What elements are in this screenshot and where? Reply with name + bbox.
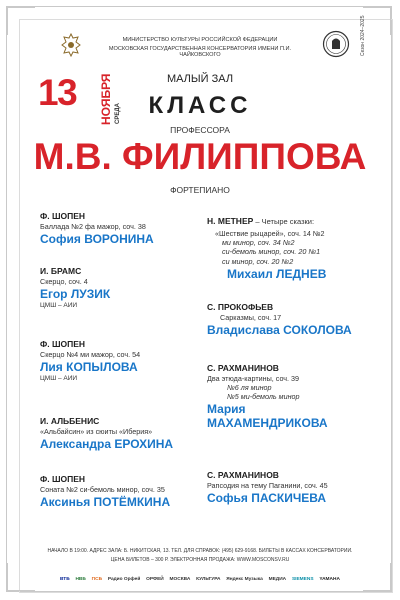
frame-corner xyxy=(363,563,391,591)
date-month: НОЯБРЯ xyxy=(99,73,113,125)
radio-orfei-logo: Радио Орфей xyxy=(107,576,141,582)
frame-corner xyxy=(7,563,35,591)
kultura-logo: КУЛЬТУРА xyxy=(196,576,221,582)
performer-name: Лия КОПЫЛОВА xyxy=(40,359,138,374)
work-title: Соната №2 си-бемоль минор, соч. 35 xyxy=(40,484,165,494)
hall-name: МАЛЫЙ ЗАЛ xyxy=(166,73,234,85)
ministry-name: МИНИСТЕРСТВО КУЛЬТУРЫ РОССИЙСКОЙ ФЕДЕРАЦИИ xyxy=(122,37,278,43)
program-item xyxy=(207,471,328,504)
composer-name: Ф. ШОПЕН xyxy=(40,339,86,349)
program-item xyxy=(40,475,170,508)
orfei-logo: ОРФЕЙ xyxy=(146,576,164,582)
composer-name: Ф. ШОПЕН xyxy=(40,211,86,221)
season-label: Сезон 2024–2025 xyxy=(360,15,366,56)
conservatory-seal-icon xyxy=(322,30,350,58)
composer-name: Ф. ШОПЕН xyxy=(40,474,86,484)
performer-first-name: Мария xyxy=(207,402,246,417)
moskva-logo: МОСКВА xyxy=(169,576,191,582)
performer-name: Софья ПАСКИЧЕВА xyxy=(207,490,326,505)
work-title: Баллада №2 фа мажор, соч. 38 xyxy=(40,221,146,231)
vtb-logo: ВТБ xyxy=(60,576,70,582)
performer-name: Аксинья ПОТЁМКИНА xyxy=(40,494,171,509)
performer-last-name: МАХАМЕНДРИКОВА xyxy=(207,415,328,430)
performer-affiliation: ЦМШ – АИИ xyxy=(40,302,78,310)
yamaha-logo: YAMAHA xyxy=(319,576,340,582)
composer-name: С. РАХМАНИНОВ xyxy=(207,470,279,480)
psb-logo: ПСБ xyxy=(91,576,103,582)
yandex-music-logo: Яндекс Музыка xyxy=(226,576,263,582)
event-subtitle: ПРОФЕССОРА xyxy=(170,125,230,135)
siemens-logo: SIEMENS xyxy=(291,576,314,582)
program-item xyxy=(40,212,154,245)
work-title: Скерцо №4 ми мажор, соч. 54 xyxy=(40,349,141,359)
work-subtitle: си-бемоль минор, соч. 20 №1 xyxy=(222,247,321,257)
date-weekday: СРЕДА xyxy=(115,103,121,124)
conservatory-name: МОСКОВСКАЯ ГОСУДАРСТВЕННАЯ КОНСЕРВАТОРИЯ ИМЕНИ П.И. ЧАЙКОВСКОГО xyxy=(108,46,292,58)
performer-name: София ВОРОНИНА xyxy=(40,231,154,246)
media-logo: МЕДИА xyxy=(268,576,287,582)
work-title: «Альбайсин» из сюиты «Иберия» xyxy=(40,426,153,436)
event-title: КЛАСС xyxy=(148,92,252,119)
program-item xyxy=(40,340,140,383)
instrument-label: ФОРТЕПИАНО xyxy=(170,185,230,195)
performer-name: Владислава СОКОЛОВА xyxy=(207,322,352,337)
performer-name: Александра ЕРОХИНА xyxy=(40,436,174,451)
work-title: Сарказмы, соч. 17 xyxy=(220,312,282,322)
composer-name: С. РАХМАНИНОВ xyxy=(207,363,279,373)
work-subtitle: ми минор, соч. 34 №2 xyxy=(222,238,295,248)
professor-name: М.В. ФИЛИППОВА xyxy=(33,136,367,177)
date-day-number: 13 xyxy=(38,72,77,113)
work-subtitle: №5 ми-бемоль минор xyxy=(227,391,300,401)
composer-suffix: – Четыре сказки: xyxy=(253,217,315,226)
work-subtitle: си минор, соч. 20 №2 xyxy=(222,256,294,266)
ministry-emblem-icon xyxy=(60,32,82,58)
performer-name: Михаил ЛЕДНЕВ xyxy=(227,266,327,281)
frame-corner xyxy=(7,7,35,35)
work-title: Скерцо, соч. 4 xyxy=(40,276,88,286)
work-title: Рапсодия на тему Паганини, соч. 45 xyxy=(207,480,328,490)
nvb-logo: НВБ xyxy=(75,576,86,582)
footer-ticket-line: ЦЕНА БИЛЕТОВ – 300 Р. ЭЛЕКТРОННАЯ ПРОДАЖА: WWW.MOSCONSV.RU xyxy=(110,557,290,563)
composer-name: С. ПРОКОФЬЕВ xyxy=(207,302,274,312)
work-subtitle: №6 ля минор xyxy=(227,382,272,392)
program-item xyxy=(207,303,352,336)
work-title: Два этюда-картины, соч. 39 xyxy=(207,373,300,383)
work-title: «Шествие рыцарей», соч. 14 №2 xyxy=(215,229,325,238)
frame-corner xyxy=(363,7,391,35)
footer-info-line: НАЧАЛО В 19:00. АДРЕС ЗАЛА: Б. НИКИТСКАЯ, 13. ТЕЛ. ДЛЯ СПРАВОК: (495) 629-9168. БИЛЕТЫ В КАССАХ КОНСЕРВАТОРИИ. xyxy=(47,548,353,554)
performer-name: Егор ЛУЗИК xyxy=(40,286,111,301)
program-item xyxy=(207,364,328,429)
composer-name: Н. МЕТНЕР xyxy=(207,216,254,226)
program-item xyxy=(40,417,173,450)
sponsor-logos xyxy=(60,574,340,584)
composer-name: И. БРАМС xyxy=(40,266,82,276)
program-item xyxy=(40,267,110,310)
program-item xyxy=(207,212,326,280)
composer-name: И. АЛЬБЕНИС xyxy=(40,416,100,426)
performer-affiliation: ЦМШ – АИИ xyxy=(40,375,78,383)
